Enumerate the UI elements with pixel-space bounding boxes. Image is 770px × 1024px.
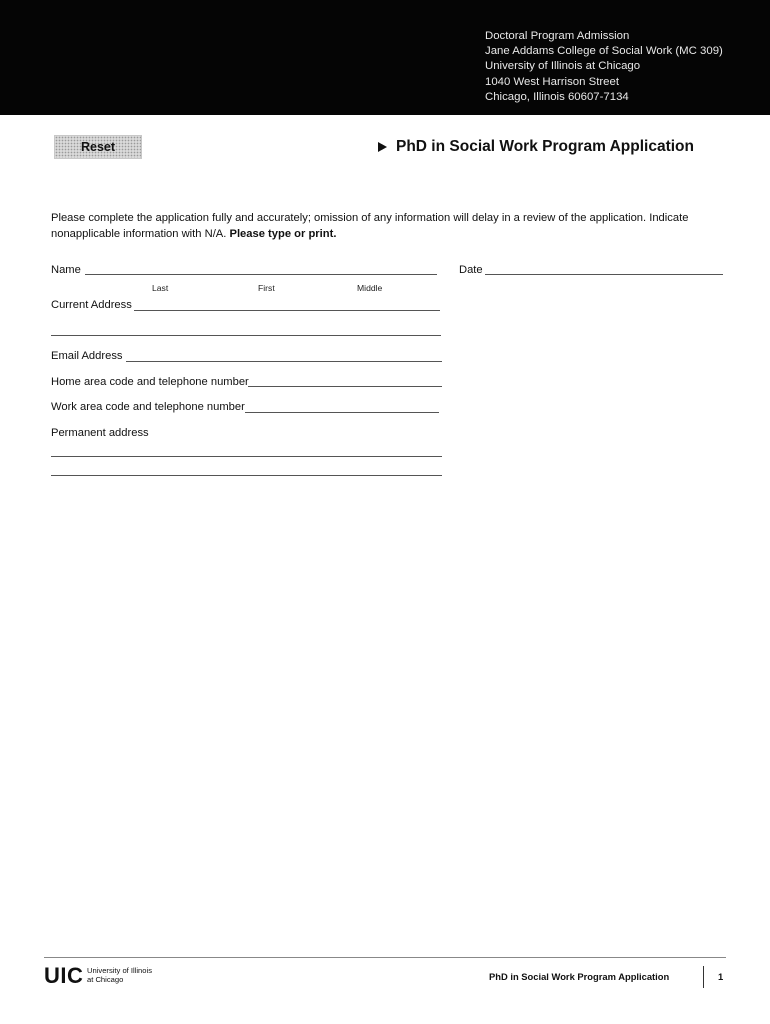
- date-label: Date: [459, 264, 483, 276]
- date-field[interactable]: [485, 274, 723, 275]
- instructions: [51, 211, 731, 242]
- name-field[interactable]: [85, 274, 437, 275]
- home-phone-field[interactable]: [248, 386, 442, 387]
- work-phone-label: Work area code and telephone number: [51, 401, 245, 413]
- name-sublabel-first: First: [258, 283, 275, 293]
- reset-button[interactable]: Reset: [54, 135, 142, 159]
- admission-address: [485, 29, 723, 105]
- university-name: [87, 966, 152, 984]
- university-name-line: University of Illinois: [87, 966, 152, 975]
- address-line: 1040 West Harrison Street: [485, 75, 620, 88]
- uic-logo: UIC: [44, 963, 84, 988]
- permanent-address-field-line2[interactable]: [51, 475, 442, 476]
- permanent-address-label: Permanent address: [51, 427, 149, 439]
- name-sublabel-last: Last: [152, 283, 169, 293]
- name-sublabel-middle: Middle: [357, 283, 383, 293]
- address-line: Chicago, Illinois 60607-7134: [485, 90, 629, 103]
- permanent-address-field-line1[interactable]: [51, 456, 442, 457]
- home-phone-label: Home area code and telephone number: [51, 376, 249, 388]
- header-bar: [0, 0, 770, 115]
- page-number: 1: [718, 971, 724, 982]
- address-line: Jane Addams College of Social Work (MC 309): [485, 45, 723, 58]
- footer-divider-line: [44, 957, 726, 958]
- email-field[interactable]: [126, 361, 442, 362]
- form-title-row: [378, 138, 694, 156]
- footer-title: PhD in Social Work Program Application: [489, 971, 670, 982]
- triangle-right-icon: [378, 142, 387, 152]
- footer-vertical-divider: [703, 966, 704, 988]
- university-name-line: at Chicago: [87, 975, 124, 984]
- current-address-label: Current Address: [51, 299, 132, 311]
- address-line: University of Illinois at Chicago: [485, 60, 641, 73]
- current-address-field[interactable]: [134, 310, 440, 311]
- instructions-emphasis: Please type or print.: [229, 227, 337, 240]
- work-phone-field[interactable]: [245, 412, 439, 413]
- name-label: Name: [51, 264, 81, 276]
- instructions-text: Please complete the application fully and accurately; omission of any information will delay in a review of the application. Indicate nonapplicable information with N/A.: [51, 212, 689, 240]
- email-label: Email Address: [51, 350, 123, 362]
- form-title: PhD in Social Work Program Application: [396, 138, 694, 155]
- current-address-field-line2[interactable]: [51, 335, 441, 336]
- address-line: Doctoral Program Admission: [485, 30, 630, 42]
